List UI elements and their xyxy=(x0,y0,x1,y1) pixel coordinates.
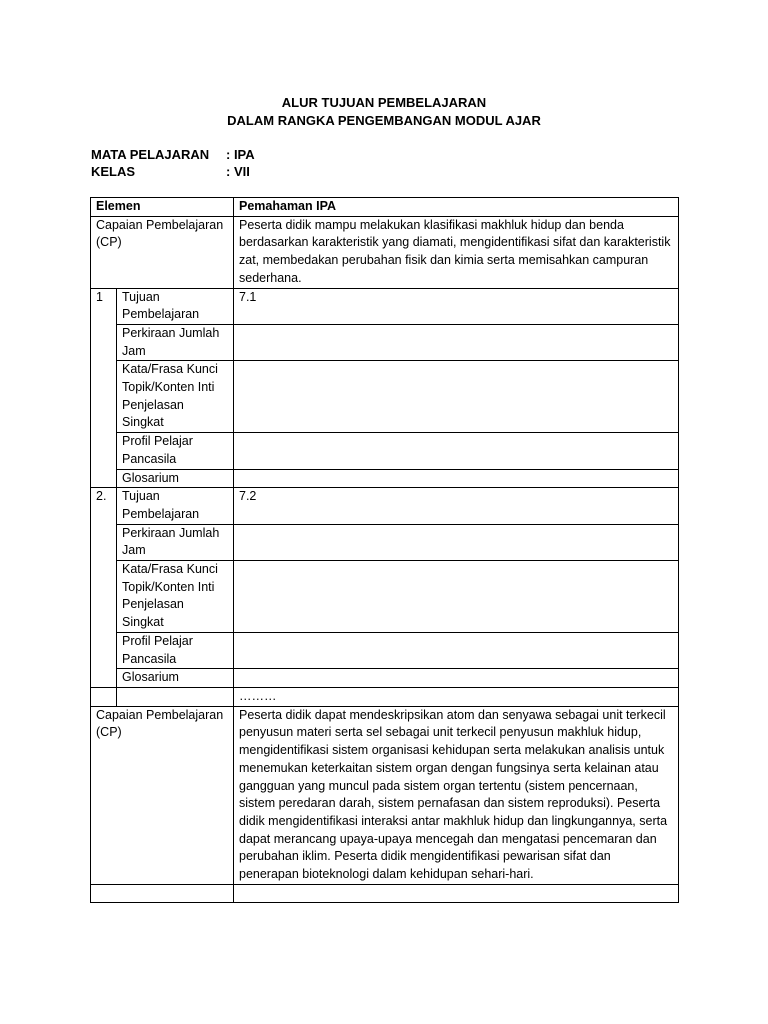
table-row xyxy=(91,884,679,902)
group1-number: 1 xyxy=(91,288,117,488)
group2-glosarium-value xyxy=(234,669,679,688)
empty-number-cell xyxy=(91,687,117,706)
group1-kata-value xyxy=(234,361,679,433)
meta-class xyxy=(91,164,250,179)
table-row xyxy=(91,706,679,884)
table-row xyxy=(91,469,679,488)
group1-glosarium-label: Glosarium xyxy=(117,469,234,488)
header-understanding: Pemahaman IPA xyxy=(234,198,679,217)
table-row xyxy=(91,433,679,469)
table-row xyxy=(91,632,679,668)
cp2-text: Peserta didik dapat mendeskripsikan atom dan senyawa sebagai unit terkecil penyusun materi serta sel sebagai unit terkecil penyusun makhluk hidup, mengidentifikasi sistem organisasi kehidupan serta melakukan analisis untuk menemukan keterkaitan sistem organ dengan fungsinya serta kelainan atau gangguan yang muncul pada sistem organ tertentu (sistem pencernaan, sistem peredaran darah, sistem pernafasan dan sistem reproduksi). Peserta didik mengidentifikasi interaksi antar makhluk hidup dan lingkungannya, serta dapat merancang upaya-upaya mencegah dan mengatasi pencemaran dan perubahan iklim. Peserta didik mengidentifikasi pewarisan sifat dan penerapan bioteknologi dalam kehidupan sehari-hari. xyxy=(234,706,679,884)
table-row xyxy=(91,488,679,524)
meta-subject xyxy=(91,147,255,162)
group2-glosarium-label: Glosarium xyxy=(117,669,234,688)
group2-jam-value xyxy=(234,524,679,560)
group2-number: 2. xyxy=(91,488,117,688)
empty-final-right xyxy=(234,884,679,902)
table-row xyxy=(91,361,679,433)
table-row xyxy=(91,524,679,560)
group1-jam-value xyxy=(234,324,679,360)
document-title-line1: ALUR TUJUAN PEMBELAJARAN xyxy=(281,95,487,110)
class-value: : VII xyxy=(226,164,250,179)
group2-jam-label: Perkiraan Jumlah Jam xyxy=(117,524,234,560)
group1-tujuan-value: 7.1 xyxy=(234,288,679,324)
group1-jam-label: Perkiraan Jumlah Jam xyxy=(117,324,234,360)
ellipsis-cell: ……… xyxy=(234,687,679,706)
group2-tujuan-value: 7.2 xyxy=(234,488,679,524)
group2-kata-label: Kata/Frasa Kunci Topik/Konten Inti Penjelasan Singkat xyxy=(117,561,234,633)
subject-value: : IPA xyxy=(226,147,255,162)
empty-final-left xyxy=(91,884,234,902)
header-element: Elemen xyxy=(91,198,234,217)
group1-glosarium-value xyxy=(234,469,679,488)
group2-profil-label: Profil Pelajar Pancasila xyxy=(117,632,234,668)
group1-profil-value xyxy=(234,433,679,469)
group2-kata-value xyxy=(234,561,679,633)
cp1-text: Peserta didik mampu melakukan klasifikasi makhluk hidup dan benda berdasarkan karakteristik yang diamati, mengidentifikasi sifat dan karakteristik zat, membedakan perubahan fisik dan kimia serta memisahkan campuran sederhana. xyxy=(234,216,679,288)
subject-label: MATA PELAJARAN xyxy=(91,147,210,162)
cp1-label: Capaian Pembelajaran (CP) xyxy=(91,216,234,288)
table-row xyxy=(91,687,679,706)
group1-kata-label: Kata/Frasa Kunci Topik/Konten Inti Penjelasan Singkat xyxy=(117,361,234,433)
cp2-label: Capaian Pembelajaran (CP) xyxy=(91,706,234,884)
group2-tujuan-label: Tujuan Pembelajaran xyxy=(117,488,234,524)
table-row xyxy=(91,324,679,360)
table-row xyxy=(91,288,679,324)
table-row xyxy=(91,669,679,688)
table-row xyxy=(91,216,679,288)
document-title-line2: DALAM RANGKA PENGEMBANGAN MODUL AJAR xyxy=(227,113,541,128)
group1-profil-label: Profil Pelajar Pancasila xyxy=(117,433,234,469)
class-label: KELAS xyxy=(91,164,136,179)
empty-label-cell xyxy=(117,687,234,706)
group1-tujuan-label: Tujuan Pembelajaran xyxy=(117,288,234,324)
learning-objectives-table xyxy=(90,197,679,903)
table-header-row xyxy=(91,198,679,217)
table-row xyxy=(91,561,679,633)
group2-profil-value xyxy=(234,632,679,668)
